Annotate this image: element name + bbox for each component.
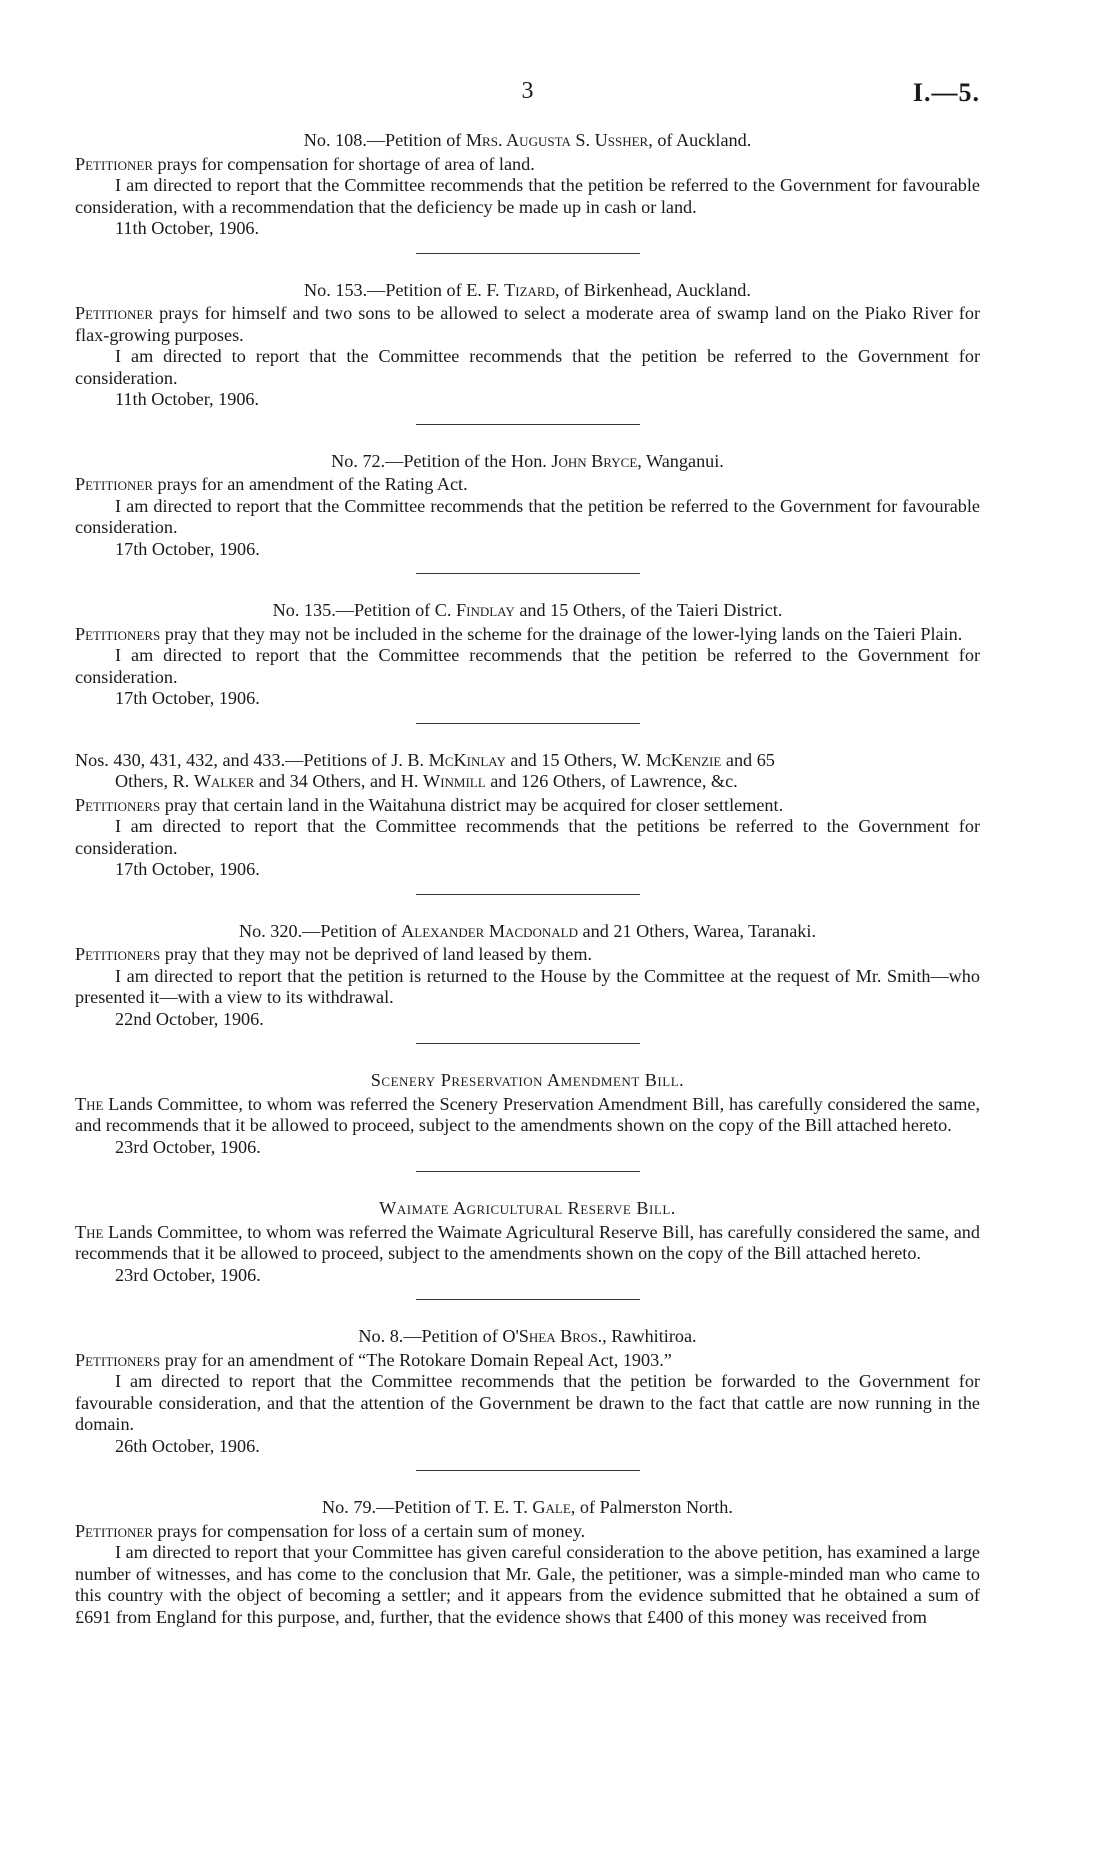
section-divider [416, 1470, 640, 1471]
bill-title: Waimate Agricultural Reserve Bill. [379, 1198, 676, 1218]
report-date: 17th October, 1906. [115, 859, 260, 879]
petition-prayer: Petitioners pray that they may not be deprived of land leased by them. [75, 944, 593, 964]
bill-waimate-agricultural [75, 1198, 980, 1286]
committee-report: I am directed to report that the Committee recommends that the petition be forwarded to the Government for favourable consideration, and that the attention of the Government be drawn to the fact that cattle are now running in the domain. [75, 1371, 980, 1434]
petitions-430-433 [75, 750, 980, 881]
petition-prayer: Petitioner prays for an amendment of the Rating Act. [75, 474, 468, 494]
page-number: 3 [521, 78, 534, 104]
report-date: 11th October, 1906. [115, 389, 260, 409]
committee-report: I am directed to report that the Committee recommends that the petition be referred to the Government for favourable consideration, with a recommendation that the deficiency be made up in cash or land. [75, 175, 980, 217]
petition-prayer: Petitioners pray that they may not be included in the scheme for the drainage of the lower-lying lands on the Taieri Plain. [75, 623, 963, 644]
bill-title: Scenery Preservation Amendment Bill. [370, 1070, 685, 1090]
petition-153 [75, 280, 980, 411]
section-divider [416, 1043, 640, 1044]
petition-prayer: Petitioner prays for compensation for shortage of area of land. [75, 153, 535, 174]
petition-heading: No. 72.—Petition of the Hon. John Bryce, Wanganui. [331, 450, 724, 471]
bill-report: The Lands Committee, to whom was referred the Scenery Preservation Amendment Bill, has carefully considered the same, and recommends that it be allowed to proceed, subject to the amendments shown on the copy of the Bill attached hereto. [75, 1093, 980, 1135]
petition-prayer: Petitioner prays for compensation for loss of a certain sum of money. [75, 1520, 586, 1541]
petition-heading: No. 108.—Petition of Mrs. Augusta S. Ussher, of Auckland. [303, 130, 752, 150]
petition-135 [75, 600, 980, 710]
petition-prayer: Petitioners pray for an amendment of “The Rotokare Domain Repeal Act, 1903.” [75, 1349, 672, 1370]
committee-report: I am directed to report that your Committee has given careful consideration to the above petition, has examined a large number of witnesses, and has come to the conclusion that Mr. Gale, the petitioner, was a simple-minded man who came to this country with the object of becoming a settler; and it appears from the evidence submitted that he obtained a sum of £691 from England for this purpose, and, further, that the evidence shows that £400 of this money was received from [75, 1542, 980, 1627]
section-divider [416, 573, 640, 574]
petition-heading: No. 320.—Petition of Alexander Macdonald and 21 Others, Warea, Taranaki. [238, 920, 816, 941]
page-reference: I.—5. [912, 78, 980, 107]
petition-320 [75, 921, 980, 1031]
page-content [75, 130, 980, 1628]
petition-heading: No. 79.—Petition of T. E. T. Gale, of Palmerston North. [322, 1497, 733, 1517]
petition-8 [75, 1326, 980, 1457]
section-divider [416, 1299, 640, 1300]
report-date: 17th October, 1906. [115, 538, 260, 559]
committee-report: I am directed to report that the petition is returned to the House by the Committee at the request of Mr. Smith—who presented it—with a view to its withdrawal. [75, 965, 980, 1007]
section-divider [416, 1171, 640, 1172]
committee-report: I am directed to report that the Committee recommends that the petition be referred to the Government for consideration. [75, 645, 980, 687]
petition-108 [75, 130, 980, 240]
petition-79 [75, 1497, 980, 1628]
petition-heading: No. 8.—Petition of O'Shea Bros., Rawhitiroa. [358, 1326, 697, 1346]
bill-report: The Lands Committee, to whom was referred the Waimate Agricultural Reserve Bill, has carefully considered the same, and recommends that it be allowed to proceed, subject to the amendments shown on the copy of the Bill attached hereto. [75, 1221, 980, 1263]
petition-prayer: Petitioner prays for himself and two sons to be allowed to select a moderate area of swamp land on the Piako River for flax-growing purposes. [75, 303, 980, 345]
committee-report: I am directed to report that the Committee recommends that the petition be referred to the Government for consideration. [75, 346, 980, 388]
committee-report: I am directed to report that the Committee recommends that the petitions be referred to the Government for consideration. [75, 816, 980, 858]
petition-heading: Nos. 430, 431, 432, and 433.—Petitions of J. B. McKinlay and 15 Others, W. McKenzie and 65 Others, R. Walker and 34 Others, and H. Winmill and 126 Others, of Lawrence, &c. [75, 749, 775, 791]
report-date: 23rd October, 1906. [115, 1136, 261, 1157]
page-header [75, 78, 980, 110]
bill-scenery-preservation [75, 1070, 980, 1158]
report-date: 11th October, 1906. [115, 218, 260, 238]
petition-72 [75, 451, 980, 561]
committee-report: I am directed to report that the Committee recommends that the petition be referred to the Government for favourable consideration. [75, 495, 980, 537]
report-date: 22nd October, 1906. [115, 1008, 264, 1029]
section-divider [416, 253, 640, 254]
report-date: 23rd October, 1906. [115, 1264, 261, 1285]
report-date: 17th October, 1906. [115, 688, 260, 708]
section-divider [416, 424, 640, 425]
petition-prayer: Petitioners pray that certain land in the Waitahuna district may be acquired for closer settlement. [75, 794, 784, 815]
section-divider [416, 723, 640, 724]
report-date: 26th October, 1906. [115, 1435, 260, 1456]
petition-heading: No. 135.—Petition of C. Findlay and 15 Others, of the Taieri District. [272, 600, 783, 620]
petition-heading: No. 153.—Petition of E. F. Tizard, of Birkenhead, Auckland. [304, 279, 751, 300]
section-divider [416, 894, 640, 895]
